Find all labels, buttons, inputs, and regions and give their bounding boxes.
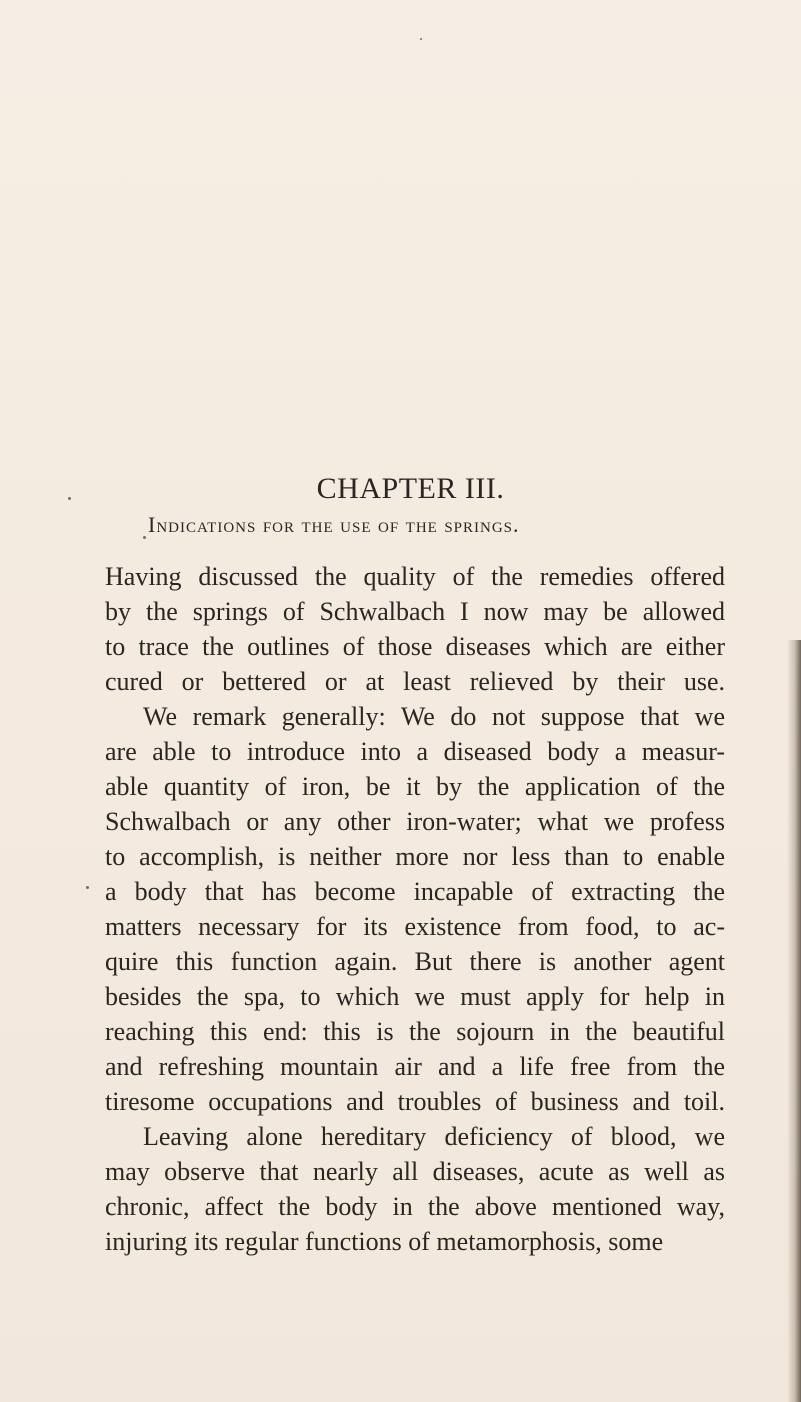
text-line: Leaving alone hereditary deficiency of blood, we [143,1122,725,1151]
text-line: We remark generally: We do not suppose that we [143,702,725,731]
paper-speck [68,497,71,500]
text-line: quire this function again. But there is another agent [105,947,725,976]
text-line: chronic, affect the body in the above mentioned way, [105,1192,725,1221]
chapter-body-text [105,559,725,1259]
text-line: and refreshing mountain air and a life free from the [105,1052,725,1081]
text-line: to accomplish, is neither more nor less than to enable [105,842,725,871]
text-line: Having discussed the quality of the remedies offered [105,562,725,591]
text-line: by the springs of Schwalbach I now may be allowed [105,597,725,626]
text-line: a body that has become incapable of extracting the [105,877,725,906]
chapter-title: Indications for the use of the springs. [148,512,520,537]
text-line: to trace the outlines of those diseases which are either [105,632,725,661]
text-line: tiresome occupations and troubles of business and toil. [105,1087,725,1116]
text-line: Schwalbach or any other iron-water; what we profess [105,807,725,836]
paper-speck [420,38,422,40]
text-line: may observe that nearly all diseases, acute as well as [105,1157,725,1186]
text-line: besides the spa, to which we must apply for help in [105,982,725,1011]
text-line: matters necessary for its existence from food, to ac- [105,912,725,941]
chapter-number: CHAPTER III. [316,472,505,505]
page-edge-shadow [787,640,801,1402]
text-line: able quantity of iron, be it by the application of the [105,772,725,801]
text-line: cured or bettered or at least relieved by their use. [105,667,725,696]
text-line: injuring its regular functions of metamorphosis, some [105,1227,664,1256]
text-line: are able to introduce into a diseased body a measur- [105,737,725,766]
paper-speck [86,886,89,889]
paper-speck [143,536,146,539]
text-line: reaching this end: this is the sojourn in the beautiful [105,1017,725,1046]
